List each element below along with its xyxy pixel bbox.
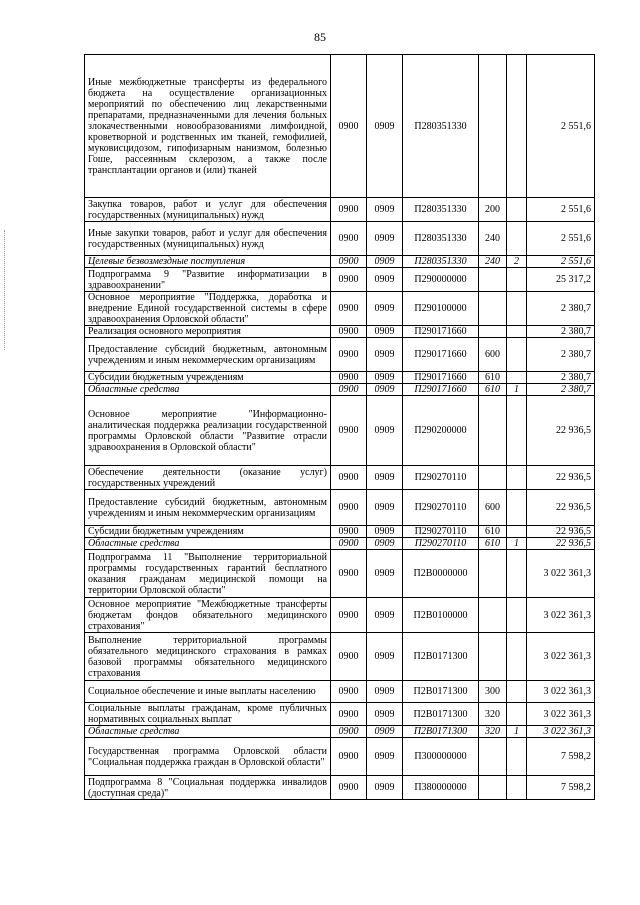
source-code-cell <box>507 598 527 633</box>
subsection-code-cell: 0909 <box>367 396 403 466</box>
section-code-cell: 0900 <box>331 55 367 198</box>
target-article-code-cell: П290171660 <box>403 326 479 338</box>
table-row <box>85 681 595 703</box>
source-code-cell: 1 <box>507 538 527 550</box>
source-code-cell <box>507 633 527 681</box>
target-article-code-cell: П290171660 <box>403 338 479 372</box>
subsection-code-cell: 0909 <box>367 384 403 396</box>
section-code-cell: 0900 <box>331 466 367 490</box>
source-code-cell <box>507 55 527 198</box>
table-row <box>85 222 595 256</box>
target-article-code-cell: П300000000 <box>403 738 479 776</box>
row-name-cell: Основное мероприятие "Информационно-аналитическая поддержка реализации государственной программы Орловской области "Развитие отрасли здравоохранения в Орловской области" <box>85 396 331 466</box>
row-name-cell: Обеспечение деятельности (оказание услуг) государственных учреждений <box>85 466 331 490</box>
subsection-code-cell: 0909 <box>367 703 403 726</box>
expense-type-code-cell <box>479 776 507 800</box>
target-article-code-cell: П290270110 <box>403 526 479 538</box>
section-code-cell: 0900 <box>331 198 367 222</box>
source-code-cell <box>507 292 527 326</box>
amount-cell: 22 936,5 <box>527 466 595 490</box>
section-code-cell: 0900 <box>331 598 367 633</box>
target-article-code-cell: П2В0171300 <box>403 633 479 681</box>
amount-cell: 22 936,5 <box>527 526 595 538</box>
table-row <box>85 268 595 292</box>
target-article-code-cell: П380000000 <box>403 776 479 800</box>
subsection-code-cell: 0909 <box>367 633 403 681</box>
amount-cell: 2 551,6 <box>527 256 595 268</box>
expense-type-code-cell <box>479 326 507 338</box>
amount-cell: 25 317,2 <box>527 268 595 292</box>
subsection-code-cell: 0909 <box>367 198 403 222</box>
section-code-cell: 0900 <box>331 338 367 372</box>
amount-cell: 2 551,6 <box>527 222 595 256</box>
subsection-code-cell: 0909 <box>367 222 403 256</box>
source-code-cell <box>507 372 527 384</box>
source-code-cell <box>507 550 527 598</box>
target-article-code-cell: П290270110 <box>403 490 479 526</box>
amount-cell: 2 380,7 <box>527 338 595 372</box>
target-article-code-cell: П280351330 <box>403 256 479 268</box>
table-row <box>85 703 595 726</box>
expense-type-code-cell: 240 <box>479 222 507 256</box>
expense-type-code-cell <box>479 292 507 326</box>
section-code-cell: 0900 <box>331 703 367 726</box>
source-code-cell <box>507 776 527 800</box>
expense-type-code-cell <box>479 738 507 776</box>
row-name-cell: Закупка товаров, работ и услуг для обеспечения государственных (муниципальных) нужд <box>85 198 331 222</box>
source-code-cell <box>507 681 527 703</box>
amount-cell: 2 380,7 <box>527 326 595 338</box>
row-name-cell: Областные средства <box>85 384 331 396</box>
target-article-code-cell: П2В0000000 <box>403 550 479 598</box>
section-code-cell: 0900 <box>331 372 367 384</box>
expense-type-code-cell <box>479 550 507 598</box>
subsection-code-cell: 0909 <box>367 550 403 598</box>
source-code-cell <box>507 738 527 776</box>
table-row <box>85 256 595 268</box>
expense-type-code-cell <box>479 633 507 681</box>
expense-type-code-cell: 600 <box>479 490 507 526</box>
row-name-cell: Основное мероприятие "Поддержка, доработка и внедрение Единой государственной системы в сфере здравоохранения Орловской области" <box>85 292 331 326</box>
section-code-cell: 0900 <box>331 268 367 292</box>
section-code-cell: 0900 <box>331 396 367 466</box>
source-code-cell <box>507 526 527 538</box>
table-row <box>85 55 595 198</box>
amount-cell: 7 598,2 <box>527 776 595 800</box>
target-article-code-cell: П280351330 <box>403 198 479 222</box>
source-code-cell <box>507 703 527 726</box>
target-article-code-cell: П2В0171300 <box>403 703 479 726</box>
table-row <box>85 598 595 633</box>
section-code-cell: 0900 <box>331 633 367 681</box>
target-article-code-cell: П280351330 <box>403 55 479 198</box>
table-row <box>85 490 595 526</box>
subsection-code-cell: 0909 <box>367 538 403 550</box>
table-row <box>85 396 595 466</box>
row-name-cell: Подпрограмма 9 "Развитие информатизации в здравоохранении" <box>85 268 331 292</box>
expense-type-code-cell: 610 <box>479 526 507 538</box>
amount-cell: 3 022 361,3 <box>527 726 595 738</box>
table-row <box>85 466 595 490</box>
expense-type-code-cell <box>479 268 507 292</box>
source-code-cell <box>507 490 527 526</box>
expense-type-code-cell: 300 <box>479 681 507 703</box>
source-code-cell <box>507 396 527 466</box>
amount-cell: 22 936,5 <box>527 490 595 526</box>
target-article-code-cell: П290270110 <box>403 538 479 550</box>
table-row <box>85 776 595 800</box>
row-name-cell: Основное мероприятие "Межбюджетные трансферты бюджетам фондов обязательного медицинского страхования" <box>85 598 331 633</box>
target-article-code-cell: П290171660 <box>403 384 479 396</box>
source-code-cell <box>507 198 527 222</box>
table-row <box>85 726 595 738</box>
table-row <box>85 384 595 396</box>
section-code-cell: 0900 <box>331 550 367 598</box>
source-code-cell <box>507 338 527 372</box>
target-article-code-cell: П2В0171300 <box>403 681 479 703</box>
budget-table <box>84 54 595 800</box>
target-article-code-cell: П2В0100000 <box>403 598 479 633</box>
amount-cell: 22 936,5 <box>527 396 595 466</box>
subsection-code-cell: 0909 <box>367 726 403 738</box>
subsection-code-cell: 0909 <box>367 292 403 326</box>
expense-type-code-cell: 320 <box>479 726 507 738</box>
expense-type-code-cell: 240 <box>479 256 507 268</box>
row-name-cell: Целевые безвозмездные поступления <box>85 256 331 268</box>
target-article-code-cell: П290171660 <box>403 372 479 384</box>
expense-type-code-cell <box>479 55 507 198</box>
row-name-cell: Подпрограмма 8 "Социальная поддержка инвалидов (доступная среда)" <box>85 776 331 800</box>
expense-type-code-cell: 320 <box>479 703 507 726</box>
source-code-cell: 1 <box>507 726 527 738</box>
expense-type-code-cell: 610 <box>479 384 507 396</box>
amount-cell: 3 022 361,3 <box>527 550 595 598</box>
scan-margin-marks <box>4 230 7 350</box>
row-name-cell: Иные закупки товаров, работ и услуг для обеспечения государственных (муниципальных) нужд <box>85 222 331 256</box>
target-article-code-cell: П290200000 <box>403 396 479 466</box>
table-row <box>85 550 595 598</box>
target-article-code-cell: П280351330 <box>403 222 479 256</box>
subsection-code-cell: 0909 <box>367 466 403 490</box>
amount-cell: 3 022 361,3 <box>527 681 595 703</box>
table-row <box>85 292 595 326</box>
subsection-code-cell: 0909 <box>367 55 403 198</box>
expense-type-code-cell: 200 <box>479 198 507 222</box>
expense-type-code-cell <box>479 396 507 466</box>
amount-cell: 3 022 361,3 <box>527 703 595 726</box>
subsection-code-cell: 0909 <box>367 372 403 384</box>
amount-cell: 7 598,2 <box>527 738 595 776</box>
source-code-cell <box>507 466 527 490</box>
amount-cell: 2 380,7 <box>527 384 595 396</box>
source-code-cell <box>507 268 527 292</box>
row-name-cell: Социальное обеспечение и иные выплаты населению <box>85 681 331 703</box>
target-article-code-cell: П290000000 <box>403 268 479 292</box>
section-code-cell: 0900 <box>331 726 367 738</box>
subsection-code-cell: 0909 <box>367 256 403 268</box>
amount-cell: 2 380,7 <box>527 292 595 326</box>
row-name-cell: Субсидии бюджетным учреждениям <box>85 372 331 384</box>
budget-table-body <box>85 55 595 800</box>
page-number: 85 <box>314 30 326 44</box>
subsection-code-cell: 0909 <box>367 268 403 292</box>
section-code-cell: 0900 <box>331 681 367 703</box>
table-row <box>85 538 595 550</box>
source-code-cell <box>507 326 527 338</box>
row-name-cell: Реализация основного мероприятия <box>85 326 331 338</box>
row-name-cell: Государственная программа Орловской области "Социальная поддержка граждан в Орловской области" <box>85 738 331 776</box>
section-code-cell: 0900 <box>331 738 367 776</box>
target-article-code-cell: П290100000 <box>403 292 479 326</box>
subsection-code-cell: 0909 <box>367 338 403 372</box>
subsection-code-cell: 0909 <box>367 681 403 703</box>
subsection-code-cell: 0909 <box>367 598 403 633</box>
section-code-cell: 0900 <box>331 292 367 326</box>
amount-cell: 2 380,7 <box>527 372 595 384</box>
table-row <box>85 738 595 776</box>
section-code-cell: 0900 <box>331 256 367 268</box>
subsection-code-cell: 0909 <box>367 490 403 526</box>
section-code-cell: 0900 <box>331 490 367 526</box>
expense-type-code-cell: 610 <box>479 538 507 550</box>
section-code-cell: 0900 <box>331 776 367 800</box>
row-name-cell: Областные средства <box>85 726 331 738</box>
source-code-cell: 2 <box>507 256 527 268</box>
row-name-cell: Социальные выплаты гражданам, кроме публичных нормативных социальных выплат <box>85 703 331 726</box>
row-name-cell: Предоставление субсидий бюджетным, автономным учреждениям и иным некоммерческим организациям <box>85 490 331 526</box>
table-row <box>85 338 595 372</box>
amount-cell: 2 551,6 <box>527 198 595 222</box>
table-row <box>85 526 595 538</box>
amount-cell: 3 022 361,3 <box>527 598 595 633</box>
table-row <box>85 633 595 681</box>
expense-type-code-cell <box>479 466 507 490</box>
section-code-cell: 0900 <box>331 222 367 256</box>
table-row <box>85 198 595 222</box>
section-code-cell: 0900 <box>331 326 367 338</box>
source-code-cell <box>507 222 527 256</box>
subsection-code-cell: 0909 <box>367 326 403 338</box>
subsection-code-cell: 0909 <box>367 776 403 800</box>
table-row <box>85 326 595 338</box>
section-code-cell: 0900 <box>331 538 367 550</box>
amount-cell: 3 022 361,3 <box>527 633 595 681</box>
row-name-cell: Выполнение территориальной программы обязательного медицинского страхования в рамках базовой программы обязательного медицинского страхования <box>85 633 331 681</box>
row-name-cell: Подпрограмма 11 "Выполнение территориальной программы государственных гарантий бесплатного оказания гражданам медицинской помощи на территории Орловской области" <box>85 550 331 598</box>
target-article-code-cell: П290270110 <box>403 466 479 490</box>
expense-type-code-cell <box>479 598 507 633</box>
source-code-cell: 1 <box>507 384 527 396</box>
expense-type-code-cell: 600 <box>479 338 507 372</box>
table-row <box>85 372 595 384</box>
target-article-code-cell: П2В0171300 <box>403 726 479 738</box>
section-code-cell: 0900 <box>331 384 367 396</box>
row-name-cell: Областные средства <box>85 538 331 550</box>
amount-cell: 2 551,6 <box>527 55 595 198</box>
row-name-cell: Субсидии бюджетным учреждениям <box>85 526 331 538</box>
expense-type-code-cell: 610 <box>479 372 507 384</box>
row-name-cell: Предоставление субсидий бюджетным, автономным учреждениям и иным некоммерческим организациям <box>85 338 331 372</box>
subsection-code-cell: 0909 <box>367 526 403 538</box>
subsection-code-cell: 0909 <box>367 738 403 776</box>
section-code-cell: 0900 <box>331 526 367 538</box>
amount-cell: 22 936,5 <box>527 538 595 550</box>
row-name-cell: Иные межбюджетные трансферты из федерального бюджета на осуществление организационных мероприятий по обеспечению лиц лекарственными препаратами, предназначенными для лечения больных злокачественными новообразованиями лимфоидной, кроветворной и родственных им тканей, гемофилией, муковисцидозом, гипофизарным нанизмом, болезнью Гоше, рассеянным склерозом, а также после трансплантации органов и (или) тканей <box>85 55 331 198</box>
